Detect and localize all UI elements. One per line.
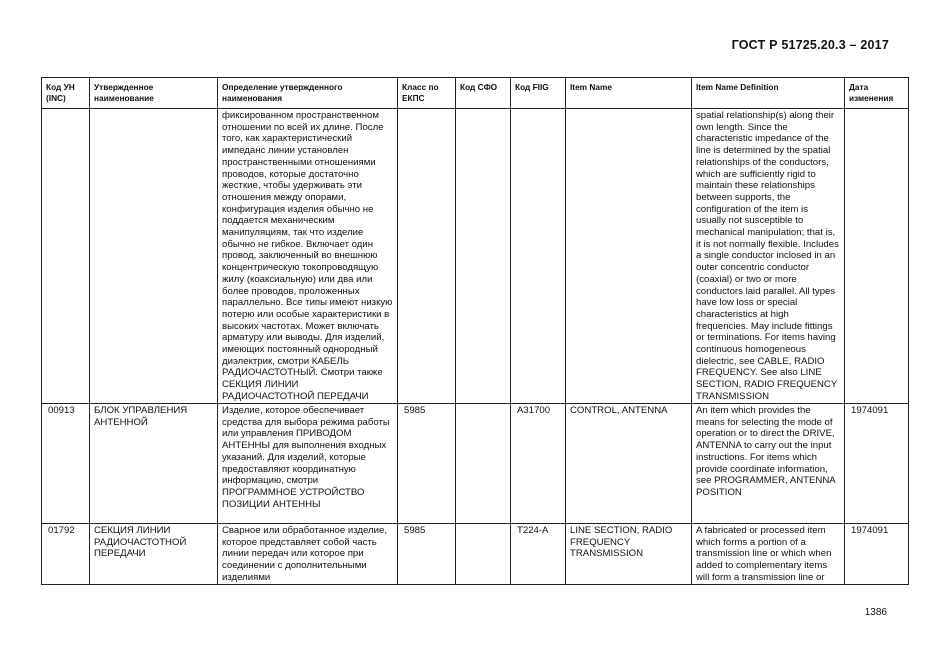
cell-sfo-code [456,109,511,404]
column-header-item-name: Item Name [566,78,692,109]
cell-name [90,109,218,404]
cell-item-name [566,109,692,404]
cell-ekps-class: 5985 [398,524,456,585]
cell-ekps-class: 5985 [398,404,456,524]
cell-fiig-code: T224-A [511,524,566,585]
column-header-sfo-code: Код СФО [456,78,511,109]
cell-fiig-code: A31700 [511,404,566,524]
cell-code: 01792 [42,524,90,585]
table-row [42,109,909,404]
cell-definition: Сварное или обработанное изделие, которое представляет собой часть линии передач или которое при соединении с дополнительными изделиями [218,524,398,585]
column-header-ekps-class: Класс по ЕКПС [398,78,456,109]
cell-definition: Изделие, которое обеспечивает средства для выбора режима работы или управления ПРИВОДОМ АНТЕННЫ для выполнения входных указаний. Для изделий, которые предоставляют координатную информацию, смотри ПРОГРАММНОЕ УСТРОЙСТВО ПОЗИЦИИ АНТЕННЫ [218,404,398,524]
column-header-date: Дата изменения [845,78,909,109]
column-header-inc: Код УН (INC) [42,78,90,109]
cell-sfo-code [456,524,511,585]
table-row [42,524,909,585]
cell-item-name: LINE SECTION, RADIO FREQUENCY TRANSMISSION [566,524,692,585]
cell-item-definition: An item which provides the means for selecting the mode of operation or to direct the DRIVE, ANTENNA to carry out the input instructions. For items which provide coordinate information, see PROGRAMMER, ANTENNA POSITION [692,404,845,524]
inc-table [41,77,909,585]
table-row [42,404,909,524]
cell-code [42,109,90,404]
cell-item-name: CONTROL, ANTENNA [566,404,692,524]
cell-item-definition: A fabricated or processed item which forms a portion of a transmission line or which when added to complementary items will form a transmission line or [692,524,845,585]
cell-sfo-code [456,404,511,524]
column-header-fiig-code: Код FIIG [511,78,566,109]
cell-date: 1974091 [845,524,909,585]
cell-name: СЕКЦИЯ ЛИНИИ РАДИОЧАСТОТНОЙ ПЕРЕДАЧИ [90,524,218,585]
cell-date: 1974091 [845,404,909,524]
table-header-row [42,78,909,109]
cell-fiig-code [511,109,566,404]
column-header-approved-name: Утвержденное наименование [90,78,218,109]
column-header-definition: Определение утвержденного наименования [218,78,398,109]
cell-ekps-class [398,109,456,404]
cell-definition: фиксированном пространственном отношении по всей их длине. После того, как характеристический импеданс линии установлен пространственными отношениями проводов, которые достаточно жесткие, чтобы удерживать эти отношения между опорами, конфигурация изделия обычно не поддается механическим манипуляциям, так что изделие обычно не гибкое. Включает один провод, заключенный во внешнюю концентрическую токопроводящую жилу (коаксиальную) или два или более проводов, проложенных параллельно. Все типы имеют низкую потерю или особые характеристики в высоких частотах. Может включать арматуру или выводы. Для изделий, имеющих постоянный однородный диэлектрик, смотри КАБЕЛЬ РАДИОЧАСТОТНЫЙ. Смотри также СЕКЦИЯ ЛИНИИ РАДИОЧАСТОТНОЙ ПЕРЕДАЧИ [218,109,398,404]
cell-code: 00913 [42,404,90,524]
document-header: ГОСТ Р 51725.20.3 – 2017 [731,38,889,52]
cell-item-definition: spatial relationship(s) along their own length. Since the characteristic impedance of the line is determined by the spatial relationships of the conductors, which are sufficiently rigid to maintain these relationships between supports, the configuration of the item is usually not susceptible to mechanical manipulation; that is, it is not normally flexible. Includes a single conductor inclosed in an outer concentric conductor (coaxial) or two or more conductors laid parallel. All types have low loss or special characteristics at high frequencies. May include fittings or terminations. For items having continuous homogeneous dielectric, see CABLE, RADIO FREQUENCY. See also LINE SECTION, RADIO FREQUENCY TRANSMISSION [692,109,845,404]
cell-date [845,109,909,404]
cell-name: БЛОК УПРАВЛЕНИЯ АНТЕННОЙ [90,404,218,524]
page-number: 1386 [864,607,887,618]
column-header-item-definition: Item Name Definition [692,78,845,109]
